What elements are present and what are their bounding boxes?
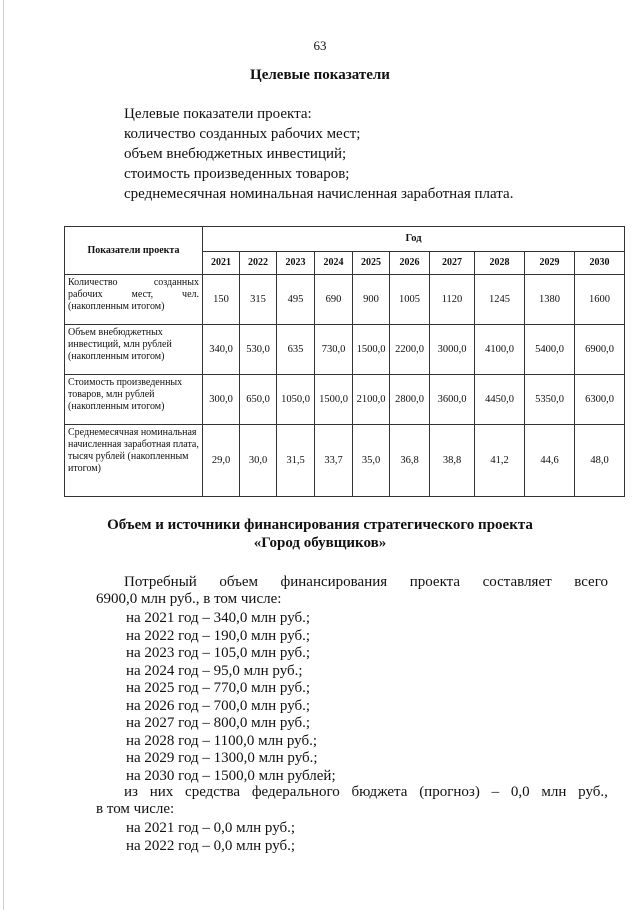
table-cell: 300,0 [203,375,240,425]
list-item: на 2024 год – 95,0 млн руб.; [126,662,303,679]
table-cell: 44,6 [525,425,575,497]
financing-title [0,516,640,552]
table-cell: 2800,0 [390,375,430,425]
word: федерального [251,784,340,800]
financing-intro-line [96,574,608,591]
table-cell: 340,0 [203,325,240,375]
table-cell: 41,2 [475,425,525,497]
table-cell: 29,0 [203,425,240,497]
word: них [149,784,174,800]
word: 0,0 [510,784,530,800]
table-cell: 2200,0 [390,325,430,375]
table-cell: 35,0 [353,425,390,497]
word: млн [541,784,567,800]
year-header: 2021 [203,252,240,275]
financing-title-line: Объем и источники финансирования стратегического проекта [107,517,533,533]
list-item: на 2021 год – 0,0 млн руб.; [126,820,296,836]
table-cell: 730,0 [315,325,353,375]
table-row [65,275,625,325]
federal-budget-paragraph [96,784,608,818]
row-label: Среднемесячная номинальная начисленная заработная плата, тысяч рублей (накопленным итогом) [65,425,203,497]
federal-line [96,784,608,801]
intro-text [124,104,624,204]
table-cell: 690 [315,275,353,325]
table-cell: 1245 [475,275,525,325]
list-item: на 2029 год – 1300,0 млн руб.; [126,750,318,766]
list-item: на 2022 год – 190,0 млн руб.; [126,627,311,644]
federal-year-list [126,820,295,855]
intro-line: Целевые показатели проекта: [124,106,312,122]
list-item: на 2030 год – 1500,0 млн рублей; [126,767,336,784]
row-label: Объем внебюджетных инвестиций, млн рублей (накопленным итогом) [65,325,203,375]
indicators-table [64,226,625,497]
intro-line: стоимость произведенных товаров; [124,166,350,182]
year-header: 2023 [277,252,315,275]
table-cell: 1005 [390,275,430,325]
word: проекта [409,574,461,590]
table-cell: 6900,0 [575,325,625,375]
list-item: на 2023 год – 105,0 млн руб.; [126,645,311,661]
list-item: на 2026 год – 700,0 млн руб.; [126,697,311,714]
intro-line: количество созданных рабочих мест; [124,126,361,142]
table-cell: 1380 [525,275,575,325]
table-cell: 900 [353,275,390,325]
row-label: Стоимость произведенных товаров, млн рублей (накопленным итогом) [65,375,203,425]
intro-line: среднемесячная номинальная начисленная заработная плата. [124,186,514,202]
word: бюджета [351,784,408,800]
table-cell: 1600 [575,275,625,325]
financing-intro-line: 6900,0 млн руб., в том числе: [96,591,282,607]
table-cell: 5400,0 [525,325,575,375]
word: объем [219,574,258,590]
table-cell: 3000,0 [430,325,475,375]
federal-line: в том числе: [96,801,175,817]
year-header: 2022 [240,252,277,275]
word: всего [574,574,608,590]
word: средства [185,784,241,800]
word: из [124,784,138,800]
financing-title-line: «Город обувщиков» [253,535,387,551]
table-cell: 6300,0 [575,375,625,425]
table-cell: 1120 [430,275,475,325]
financing-year-list [126,610,336,785]
table-cell: 33,7 [315,425,353,497]
table-cell: 36,8 [390,425,430,497]
table-cell: 635 [277,325,315,375]
table-cell: 4100,0 [475,325,525,375]
table-cell: 530,0 [240,325,277,375]
table-cell: 4450,0 [475,375,525,425]
word: (прогноз) [419,784,480,800]
table-header-row [65,227,625,252]
row-label: Количество созданных рабочих мест, чел. (накопленным итогом) [65,275,203,325]
list-item: на 2028 год – 1100,0 млн руб.; [126,732,318,749]
word: – [491,784,500,800]
word: финансирования [280,574,388,590]
year-header: 2025 [353,252,390,275]
word: составляет [482,574,552,590]
year-header: 2026 [390,252,430,275]
section-title: Целевые показатели [250,67,390,83]
table-cell: 30,0 [240,425,277,497]
list-item: на 2021 год – 340,0 млн руб.; [126,610,311,626]
list-item: на 2022 год – 0,0 млн руб.; [126,837,296,854]
table-cell: 3600,0 [430,375,475,425]
table-header-year: Год [203,227,625,252]
table-cell: 315 [240,275,277,325]
table-row [65,425,625,497]
word: руб., [578,784,608,800]
table-cell: 650,0 [240,375,277,425]
year-header: 2027 [430,252,475,275]
table-row [65,325,625,375]
table-cell: 5350,0 [525,375,575,425]
list-item: на 2025 год – 770,0 млн руб.; [126,680,311,696]
year-header: 2030 [575,252,625,275]
table-cell: 150 [203,275,240,325]
table-cell: 38,8 [430,425,475,497]
table-cell: 1500,0 [353,325,390,375]
table-header-indicators: Показатели проекта [65,227,203,275]
year-header: 2028 [475,252,525,275]
financing-intro [96,574,608,608]
word: Потребный [124,574,197,590]
table-cell: 2100,0 [353,375,390,425]
table-cell: 48,0 [575,425,625,497]
table-row [65,375,625,425]
table-cell: 1500,0 [315,375,353,425]
scan-edge-line [3,0,4,910]
table-cell: 495 [277,275,315,325]
year-header: 2024 [315,252,353,275]
list-item: на 2027 год – 800,0 млн руб.; [126,715,311,731]
year-header: 2029 [525,252,575,275]
intro-line: объем внебюджетных инвестиций; [124,146,347,162]
table-cell: 31,5 [277,425,315,497]
table-cell: 1050,0 [277,375,315,425]
page-number: 63 [313,38,327,53]
